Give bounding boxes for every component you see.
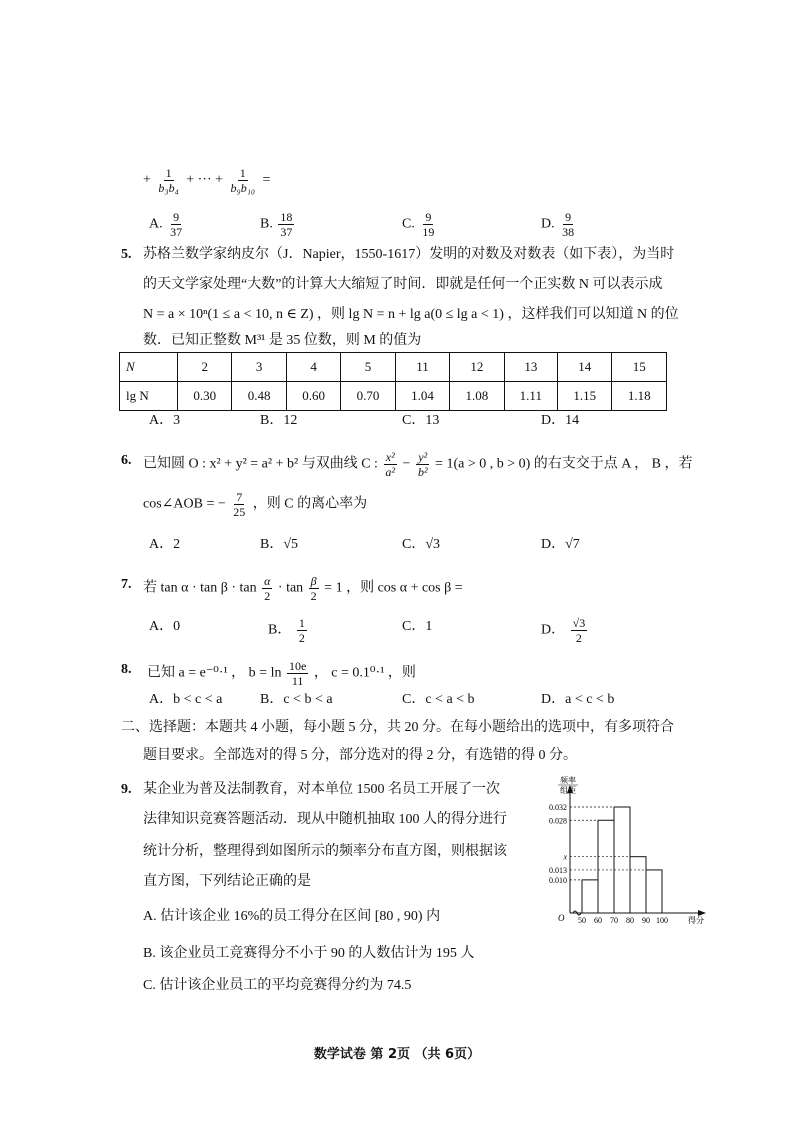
table-header-n: N — [120, 353, 178, 382]
q5-option-d[interactable]: D．14 — [541, 413, 580, 428]
q9-line2: 法律知识竞赛答题活动．现从中随机抽取 100 人的得分进行 — [143, 812, 507, 827]
q8-line1: 已知 a = e⁻⁰·¹ ， b = ln $\frac{10e}{11}$ ， c = 0.1⁰·¹ ，则 — [147, 659, 416, 688]
q5-option-c[interactable]: C．13 — [402, 413, 440, 428]
q6-option-b[interactable]: B．√5 — [260, 537, 299, 552]
y-tick-label: x — [563, 852, 567, 862]
q6-line2: cos∠AOB = − $\frac{7}{25}$ ，则 C 的离心率为 — [143, 490, 368, 519]
q7-option-b[interactable]: B． $\frac{1}{2}$ — [268, 616, 305, 645]
x-tick-label: 60 — [594, 916, 602, 925]
y-tick-label: 0.013 — [549, 865, 567, 875]
q6-option-c[interactable]: C．√3 — [402, 537, 441, 552]
table-cell: 13 — [504, 353, 557, 382]
q9-option-c[interactable]: C. 估计该企业员工的平均竞赛得分约为 74.5 — [143, 978, 412, 993]
q7-option-d[interactable]: D． $\frac{√3}{2}$ — [541, 616, 586, 645]
table-row — [120, 382, 667, 411]
page-footer: 数学试卷 第 2页 （共 6页） — [313, 1047, 481, 1062]
q9-number: 9. — [121, 782, 132, 797]
table-cell: 5 — [341, 353, 395, 382]
x-tick-label: 80 — [626, 916, 634, 925]
x-tick-label: 90 — [642, 916, 650, 925]
table-cell: 3 — [232, 353, 286, 382]
q8-option-b[interactable]: B．c < b < a — [260, 692, 333, 707]
histogram-bar — [582, 880, 598, 913]
x-axis-label: 得分 — [688, 916, 704, 925]
table-cell: 15 — [612, 353, 667, 382]
table-cell: 0.60 — [286, 382, 340, 411]
section2-line1: 二、选择题：本题共 4 小题，每小题 5 分，共 20 分。在每小题给出的选项中，有多项符合 — [121, 720, 674, 735]
q5-line1: 苏格兰数学家纳皮尔（J．Napier，1550-1617）发明的对数及对数表（如下表），为当时 — [143, 247, 675, 262]
table-cell: 1.11 — [504, 382, 557, 411]
q5-line4: 数．已知正整数 M³¹ 是 35 位数，则 M 的值为 — [143, 333, 422, 348]
table-cell: 1.18 — [612, 382, 667, 411]
q7-option-c[interactable]: C．1 — [402, 619, 433, 634]
q5-line3: N = a × 10ⁿ(1 ≤ a < 10, n ∈ Z) ，则 lg N = n + lg a(0 ≤ lg a < 1) ，这样我们可以知道 N 的位 — [143, 307, 679, 322]
y-label-bottom: 组距 — [560, 786, 576, 795]
section2-line2: 题目要求。全部选对的得 5 分，部分选对的得 2 分，有选错的得 0 分。 — [143, 748, 577, 763]
table-cell: 1.04 — [395, 382, 449, 411]
x-tick-label: 50 — [578, 916, 586, 925]
table-cell: 14 — [558, 353, 612, 382]
table-cell: 4 — [286, 353, 340, 382]
q9-line3: 统计分析，整理得到如图所示的频率分布直方图，则根据该 — [143, 844, 507, 859]
q8-option-c[interactable]: C．c < a < b — [402, 692, 475, 707]
table-cell: 1.08 — [450, 382, 504, 411]
q9-line4: 直方图，下列结论正确的是 — [143, 874, 311, 889]
origin-label: O — [558, 913, 565, 923]
table-header-lgn: lg N — [120, 382, 178, 411]
q7-option-a[interactable]: A．0 — [149, 619, 181, 634]
histogram-bar — [646, 870, 662, 913]
q4-option-a[interactable]: A. $\frac{9}{37}$ — [149, 210, 183, 239]
q8-number: 8. — [121, 662, 132, 677]
q6-line1: 已知圆 O : x² + y² = a² + b² 与双曲线 C : $\frac{\text{x²}}{\text{a²}}$ − $\frac{\text{y²}}{\text{b²}}$ = 1(a > 0 , b > 0) 的右支交于点 A ， B ，若 — [143, 450, 693, 479]
table-cell: 12 — [450, 353, 504, 382]
histogram-bar — [614, 807, 630, 913]
q6-option-a[interactable]: A．2 — [149, 537, 181, 552]
q8-option-d[interactable]: D．a < c < b — [541, 692, 615, 707]
q5-option-a[interactable]: A．3 — [149, 413, 181, 428]
q7-number: 7. — [121, 577, 132, 592]
q6-number: 6. — [121, 453, 132, 468]
histogram-bar — [598, 820, 614, 913]
q5-line2: 的天文学家处理“大数”的计算大大缩短了时间．即就是任何一个正实数 N 可以表示成 — [143, 277, 663, 292]
q4-tail-expression: + $\frac{1}{\text{b₃b₄}}$ + ··· + $\frac{1}{\text{b₉b₁₀}}$ = — [143, 166, 271, 195]
q9-option-a[interactable]: A. 估计该企业 16%的员工得分在区间 [80 , 90) 内 — [143, 909, 441, 924]
y-label-top: 频率 — [560, 776, 576, 785]
x-tick-label: 100 — [656, 916, 668, 925]
table-cell: 0.48 — [232, 382, 286, 411]
table-row — [120, 353, 667, 382]
table-cell: 0.30 — [178, 382, 232, 411]
q4-option-c[interactable]: C. $\frac{9}{19}$ — [402, 210, 435, 239]
table-cell: 0.70 — [341, 382, 395, 411]
table-cell: 1.15 — [558, 382, 612, 411]
q8-option-a[interactable]: A．b < c < a — [149, 692, 223, 707]
q9-line1: 某企业为普及法制教育，对本单位 1500 名员工开展了一次 — [143, 782, 500, 797]
q5-option-b[interactable]: B．12 — [260, 413, 298, 428]
frequency-histogram — [540, 775, 710, 930]
q9-option-b[interactable]: B. 该企业员工竞赛得分不小于 90 的人数估计为 195 人 — [143, 946, 475, 961]
q5-number: 5. — [121, 247, 132, 262]
q6-option-d[interactable]: D．√7 — [541, 537, 580, 552]
x-tick-label: 70 — [610, 916, 618, 925]
q4-option-d[interactable]: D. $\frac{9}{38}$ — [541, 210, 575, 239]
y-tick-label: 0.028 — [549, 816, 567, 826]
q7-line1: 若 tan α · tan β · tan $\frac{\alpha}{2}$ · tan $\frac{\beta}{2}$ = 1 ，则 cos α + cos β = — [143, 574, 463, 603]
y-tick-label: 0.032 — [549, 803, 567, 812]
q4-option-b[interactable]: B. $\frac{18}{37}$ — [260, 210, 293, 239]
histogram-bar — [630, 857, 646, 913]
table-cell: 2 — [178, 353, 232, 382]
y-tick-label: 0.010 — [549, 875, 567, 885]
table-cell: 11 — [395, 353, 449, 382]
log-table — [119, 352, 667, 411]
